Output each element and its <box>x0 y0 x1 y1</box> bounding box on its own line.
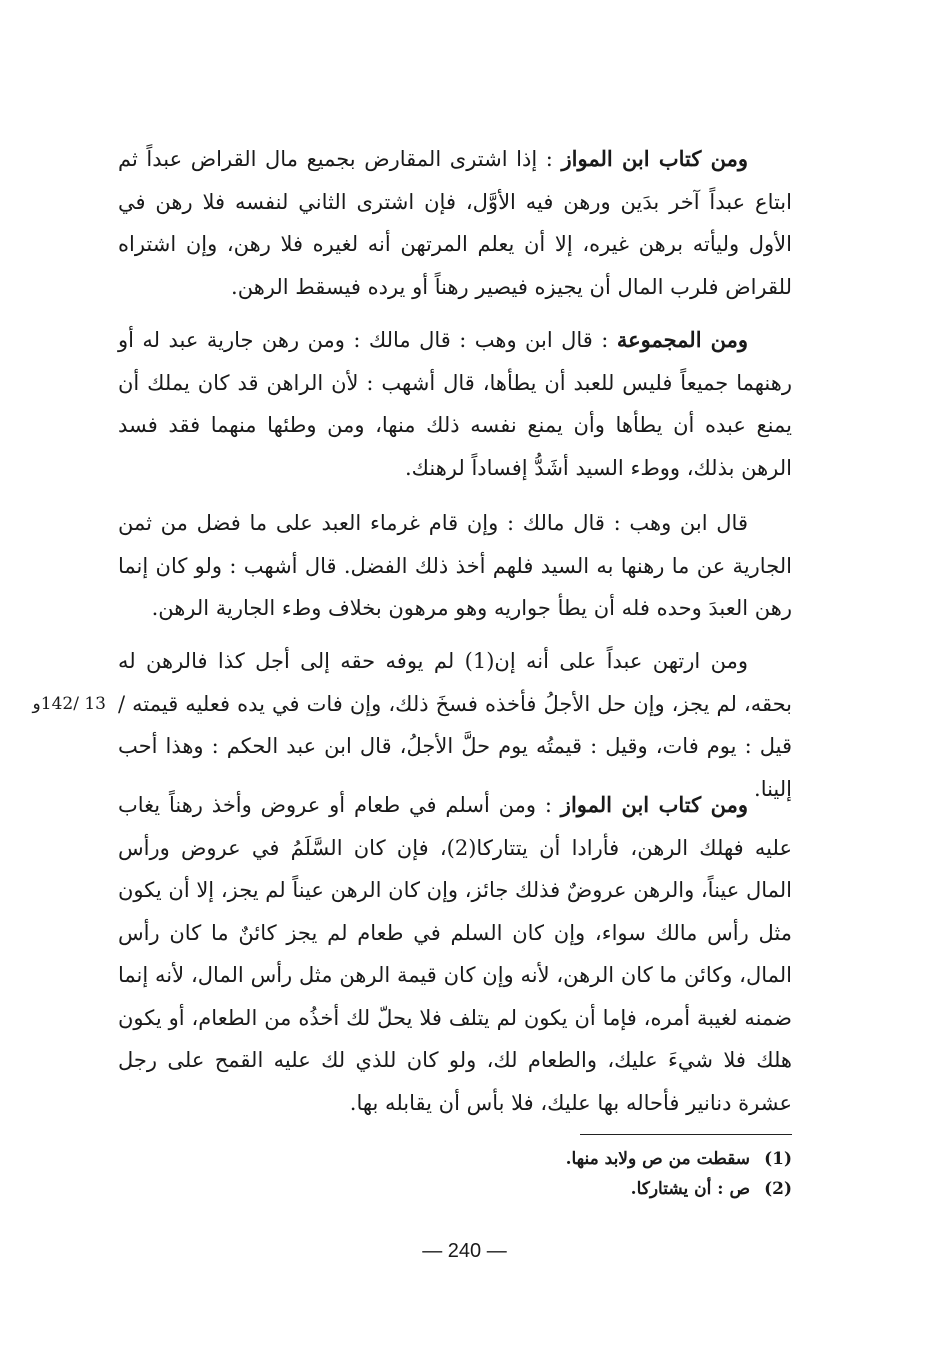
paragraph-text: قال ابن وهب : قال مالك : وإن قام غرماء العبد على ما فضل من ثمن الجارية عن ما رهنها به السيد فلهم أخذ ذلك الفضل. قال أشهب : ولو كان إنما رهن العبدَ وحده فله أن يطأ جواريه وهو مرهون بخلاف وطء الجارية الرهن. <box>118 511 792 620</box>
footnote-text: سقطت من ص ولابد منها. <box>565 1149 751 1169</box>
paragraph-lead: ومن كتاب ابن المواز <box>560 792 748 817</box>
footnote-item <box>430 1144 792 1174</box>
paragraph-3 <box>118 502 792 630</box>
paragraph-lead: ومن كتاب ابن المواز <box>561 146 748 171</box>
footnote-item <box>430 1174 792 1204</box>
manuscript-folio-reference: 13 /142و <box>32 694 106 714</box>
footnote-text: ص : أن يشتاركا. <box>630 1179 751 1199</box>
paragraph-2 <box>118 319 792 489</box>
footnote-number: (1) <box>764 1149 792 1169</box>
page-number: — 240 — <box>422 1240 507 1262</box>
paragraph-lead: ومن المجموعة <box>616 327 748 352</box>
paragraph-text: : ومن أسلم في طعام أو عروض وأخذ رهناً يغاب عليه فهلك الرهن، فأرادا أن يتتاركا(2)، فإن كان السَّلَمُ في عروض ورأس المال عيناً، والرهن عروضٌ فذلك جائز، وإن كان الرهن عيناً لم يجز، إلا أن يكون مثل رأس مالك سواء، وإن كان السلم في طعام لم يجز كائنٌ ما كان رأس المال، وكائن ما كان الرهن، لأنه وإن كان قيمة الرهن مثل رأس المال، لأنه إنما ضمنه لغيبة أمره، فإما أن يكون لم يتلف فلا يحلّ لك أخذُه من الطعام، أو يكون هلك فلا شيءَ عليك، والطعام لك، ولو كان للذي لك عليه القمح على رجل عشرة دنانير فأحاله بها عليك، فلا بأس أن يقابله بها. <box>118 793 792 1115</box>
paragraph-text: : إذا اشترى المقارض بجميع مال القراض عبداً ثم ابتاع عبداً آخر بدَين ورهن فيه الأوَّل، فإن اشترى الثاني لنفسه فلا رهن في الأول وليأته برهن غيره، إلا أن يعلم المرتهن أنه لغيره فلا رهن، وإن اشتراه للقراض فلرب المال أن يجيزه فيصير رهناً أو يرده فيسقط الرهن. <box>118 147 792 299</box>
footnote-divider <box>580 1134 792 1135</box>
footnote-number: (2) <box>764 1179 792 1199</box>
paragraph-1 <box>118 138 792 308</box>
footnotes <box>430 1144 792 1204</box>
paragraph-text: ومن ارتهن عبداً على أنه إن(1) لم يوفه حقه إلى أجل كذا فالرهن له بحقه، لم يجز، وإن حل الأجلُ فأخذه فسخَ ذلك، وإن فات في يده فعليه قيمته / قيل : يوم فات، وقيل : قيمتُه يوم حلَّ الأجلُ، قال ابن عبد الحكم : وهذا أحب إلينا. <box>118 649 792 801</box>
paragraph-text: : قال ابن وهب : قال مالك : ومن رهن جارية عبد له أو رهنهما جميعاً فليس للعبد أن يطأها، قال أشهب : لأن الراهن قد كان يملك أن يمنع عبده أن يطأها وأن يمنع نفسه ذلك منها، ومن وطئها منهما فقد فسد الرهن بذلك، ووطء السيد أشَدُّ إفساداً لرهنك. <box>118 328 792 480</box>
paragraph-5 <box>118 784 792 1124</box>
